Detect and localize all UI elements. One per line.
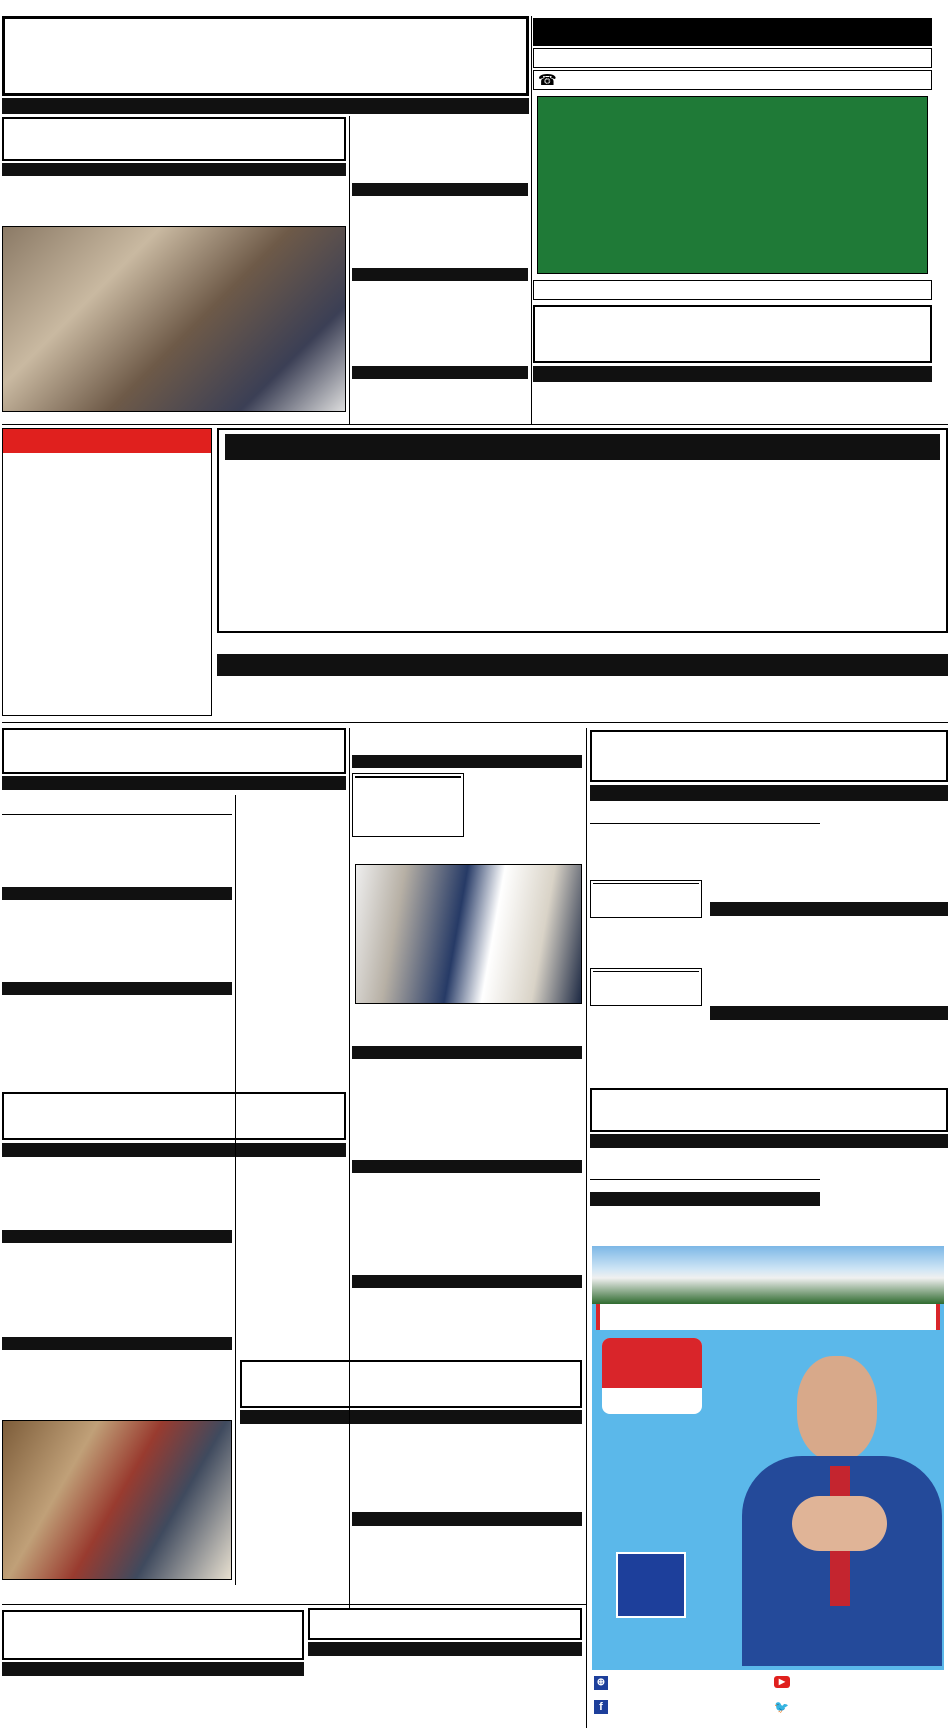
ethiopia-headline — [352, 244, 528, 266]
hajj-headline — [2, 866, 232, 886]
main-kicker — [225, 434, 940, 460]
hajj-strap — [2, 887, 232, 900]
punjab-rescue-headline-box — [590, 730, 948, 782]
top-line — [0, 0, 950, 14]
iran-particles-strap — [2, 1230, 232, 1243]
quetta-headline — [352, 342, 528, 364]
ghazab-headline — [590, 804, 820, 824]
meeting-photo-kashmir-pm — [355, 864, 582, 1004]
ghazab-body — [590, 827, 820, 871]
iran-strap — [2, 163, 346, 176]
lpg-body — [352, 197, 528, 241]
lead-body — [352, 116, 528, 158]
lebanon-strap — [352, 1046, 582, 1059]
gulf-1990-body — [710, 1022, 948, 1077]
petroleum-line1 — [593, 971, 699, 972]
punjab-rescue-strap — [590, 785, 948, 801]
youtube-icon: ▶ — [774, 1676, 790, 1688]
host-head — [797, 1356, 877, 1461]
gaza-strap — [2, 1143, 346, 1157]
saudi-drones-headline — [590, 1160, 820, 1180]
kp-police-strap — [352, 1160, 582, 1173]
balochistan-headline-box — [2, 1610, 304, 1660]
sindh-drowning-body — [308, 1658, 582, 1726]
gulf-1990-strap — [710, 1006, 948, 1020]
roze-news-logo — [616, 1552, 686, 1618]
quran-verse — [533, 18, 932, 46]
uae-wheat-body — [2, 818, 232, 862]
petroleum-body — [590, 1010, 702, 1065]
trump-box — [590, 880, 702, 918]
telephone-icon: ☎ — [538, 71, 557, 89]
lebanon-body — [352, 1061, 582, 1127]
issue-line — [533, 280, 932, 300]
main-body-col5 — [340, 679, 457, 717]
taliban-resist-headline — [2, 961, 232, 981]
occupied-kashmir-strap — [2, 1337, 232, 1350]
website-link[interactable] — [594, 1676, 612, 1690]
ad-time-row — [598, 1436, 708, 1455]
rahim-yar-khan-body — [826, 1151, 948, 1227]
masthead-logo — [537, 96, 928, 274]
program-badge — [602, 1338, 702, 1414]
trump-body — [590, 921, 702, 965]
occupied-kashmir-body — [2, 1352, 232, 1418]
youtube-link[interactable] — [774, 1676, 794, 1688]
iran-particles-headline — [2, 1208, 232, 1228]
phone-row — [533, 70, 932, 90]
main-body-col6 — [217, 679, 334, 717]
punjab-rescue-body — [826, 804, 948, 870]
abc-certified-row — [533, 48, 932, 68]
gaza-body — [2, 1160, 232, 1204]
taliban-resist-body — [2, 997, 232, 1077]
lead-strap — [2, 98, 529, 114]
kashmir-press-headline-box — [533, 305, 932, 363]
kp-police-headline — [352, 1135, 582, 1157]
ad-tagline — [596, 1304, 940, 1330]
gwadar-headline — [352, 1490, 582, 1510]
lpg-headline — [352, 160, 528, 182]
sindh-drowning-headline-box — [308, 1608, 582, 1640]
social-bar — [592, 1670, 944, 1726]
zardari-line2 — [355, 777, 461, 778]
main-body-col3 — [586, 679, 703, 717]
ethiopia-body — [352, 283, 528, 338]
gwadar-body — [352, 1529, 582, 1589]
column-rule — [531, 16, 532, 424]
trump-line1 — [593, 883, 699, 884]
kashmir-press-strap — [533, 366, 932, 382]
child-abuse-strap — [2, 776, 346, 790]
facebook-icon: f — [594, 1700, 608, 1714]
taliban-video-body — [470, 771, 582, 859]
lead-body-col1 — [443, 116, 528, 158]
main-body-col4 — [463, 679, 580, 717]
child-abuse-headline-box — [2, 728, 346, 774]
taliban-video-strap — [352, 755, 582, 768]
india-religion-body — [710, 919, 948, 963]
kashmir-elections-headline-box — [240, 1360, 582, 1408]
column-rule — [349, 728, 350, 1608]
program-name — [602, 1338, 702, 1388]
quetta-strap — [352, 366, 528, 379]
parliament-image — [592, 1246, 944, 1304]
zardari-box — [352, 773, 464, 837]
meeting-photo-pm — [2, 226, 346, 412]
quetta-body — [352, 381, 528, 421]
kashmir-elections-strap — [240, 1410, 582, 1424]
sindh-drowning-strap — [308, 1642, 582, 1656]
taliban-resist-strap — [2, 982, 232, 995]
main-body-col2 — [708, 679, 825, 717]
iran-headline-box — [2, 117, 346, 161]
pak-afghan-body — [352, 1290, 582, 1356]
taliban-video-headline — [352, 730, 582, 752]
row-rule — [2, 722, 948, 723]
iran-particles-body — [2, 1245, 232, 1311]
column-rule — [349, 116, 350, 424]
gwadar-strap — [352, 1512, 582, 1526]
lebanon-headline — [352, 1022, 582, 1044]
rahim-yar-khan-headline-box — [590, 1088, 948, 1132]
iran-body — [2, 178, 346, 222]
facebook-link[interactable] — [594, 1700, 612, 1714]
hajj-body — [2, 902, 232, 957]
main-body — [217, 679, 948, 717]
kashmir-elections-body — [352, 1427, 582, 1483]
uae-wheat-headline — [2, 795, 232, 815]
child-abuse-body — [238, 792, 346, 850]
balochistan-body — [2, 1678, 304, 1726]
pak-afghan-headline — [352, 1250, 582, 1272]
column-rule — [235, 795, 236, 1585]
balochistan-strap — [2, 1662, 304, 1676]
ethiopia-strap — [352, 268, 528, 281]
lead-headline-box — [2, 16, 529, 96]
globe-icon: ⊕ — [594, 1676, 608, 1690]
lpg-strap — [352, 183, 528, 196]
saudi-drones-strap — [590, 1192, 820, 1206]
briefs-grid — [3, 453, 211, 459]
rahim-yar-khan-strap — [590, 1134, 948, 1148]
pak-afghan-strap — [352, 1275, 582, 1288]
meeting-photo-election — [2, 1420, 232, 1580]
column-rule — [586, 728, 587, 1728]
briefs-section — [2, 428, 212, 716]
kashmir-press-body — [533, 384, 932, 421]
main-headline — [227, 468, 937, 628]
briefs-title — [3, 429, 211, 453]
main-story — [217, 428, 948, 718]
twitter-link[interactable] — [774, 1700, 792, 1714]
roze-news-ad[interactable] — [592, 1246, 944, 1726]
gulf-1990-headline — [710, 968, 948, 990]
row-rule — [2, 1604, 586, 1605]
main-body-col1 — [831, 679, 948, 717]
kp-police-body — [352, 1175, 582, 1241]
row-rule — [2, 424, 948, 425]
masthead — [533, 18, 932, 421]
host-hands — [792, 1496, 887, 1551]
india-religion-headline — [710, 877, 948, 899]
saudi-drones-body — [590, 1208, 820, 1230]
petroleum-box — [590, 968, 702, 1006]
india-religion-strap — [710, 902, 948, 916]
gaza-headline-box — [2, 1092, 346, 1140]
twitter-icon: 🐦 — [774, 1700, 789, 1714]
zardari-body — [352, 839, 464, 861]
main-strap — [217, 654, 948, 676]
occupied-kashmir-headline — [2, 1315, 232, 1335]
lead-body-col2 — [352, 116, 437, 158]
host-portrait — [742, 1346, 942, 1666]
